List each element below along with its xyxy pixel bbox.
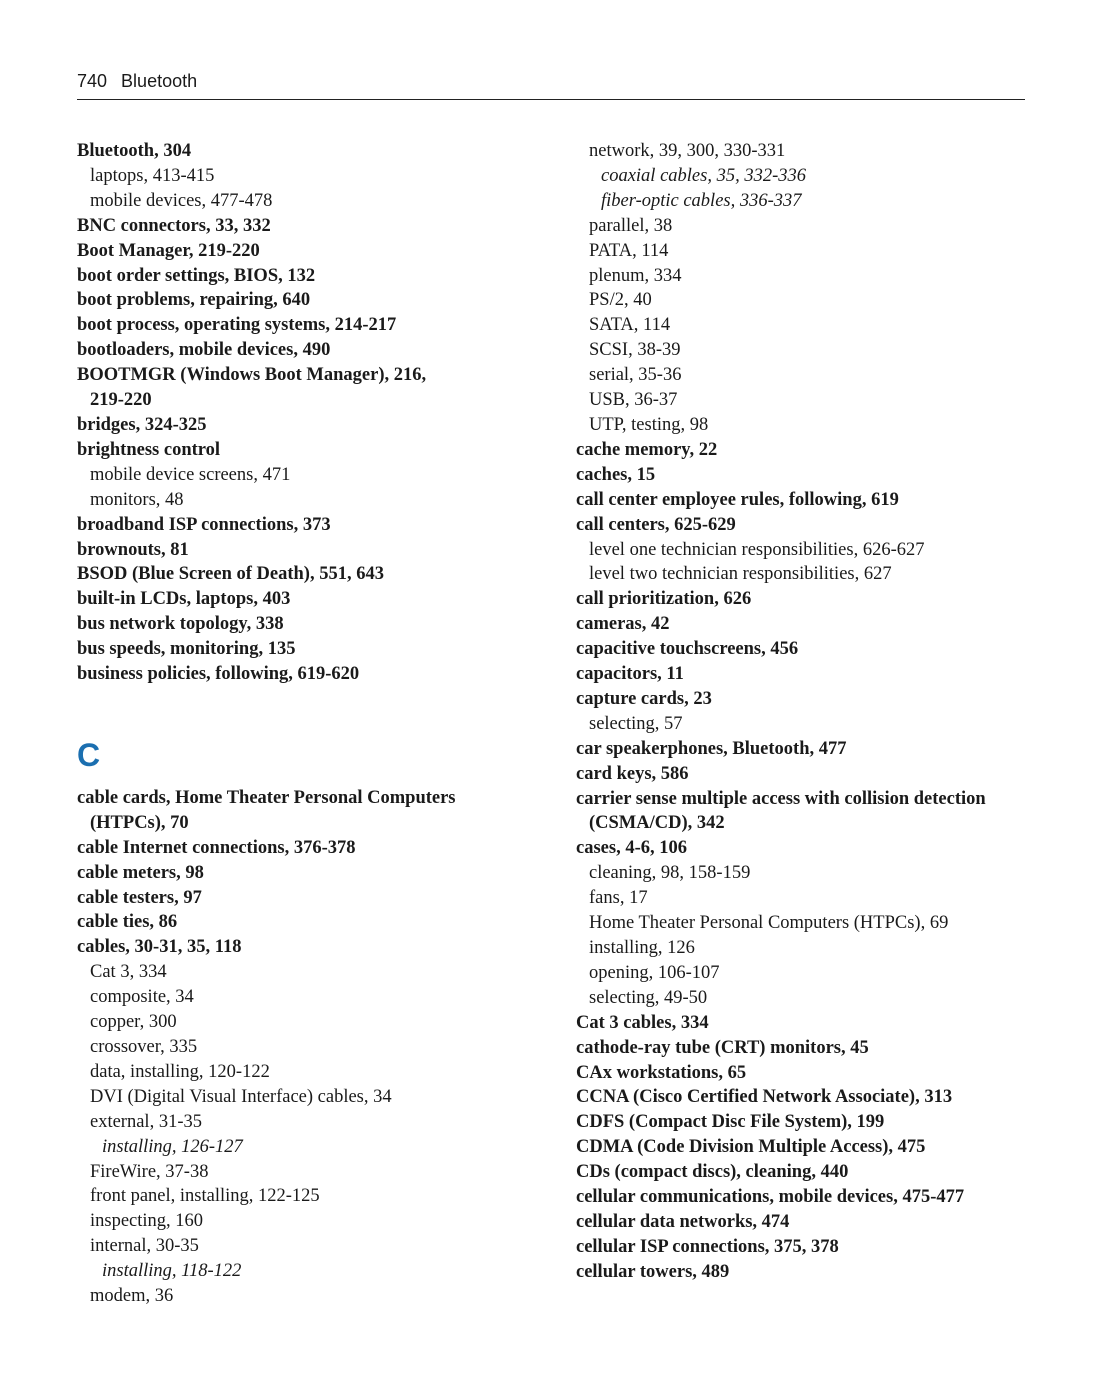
entry-text: cathode-ray tube (CRT) monitors, 45 (576, 1037, 869, 1058)
entry-text: boot problems, repairing, 640 (77, 290, 311, 311)
index-subsubentry (77, 1259, 517, 1284)
index-entry (77, 413, 517, 438)
entry-text: selecting, 49-50 (589, 987, 708, 1008)
index-entry (77, 363, 517, 413)
index-entry (77, 935, 517, 960)
entry-text: front panel, installing, 122-125 (90, 1186, 320, 1207)
index-subentry (576, 338, 1036, 363)
index-subentry (77, 1209, 517, 1234)
index-entry (77, 513, 517, 538)
index-subsubentry (576, 164, 1036, 189)
entry-text: cable ties, 86 (77, 912, 178, 933)
entry-text: CDs (compact discs), cleaning, 440 (576, 1162, 849, 1183)
index-entry (576, 1061, 1036, 1086)
index-entry (77, 139, 517, 164)
entry-text: data, installing, 120-122 (90, 1061, 270, 1082)
index-subentry (576, 139, 1036, 164)
entry-text: capacitive touchscreens, 456 (576, 639, 799, 660)
entry-text: CDFS (Compact Disc File System), 199 (576, 1112, 885, 1133)
index-entry (576, 438, 1036, 463)
entry-text: crossover, 335 (90, 1037, 198, 1057)
index-entry (77, 786, 517, 836)
entry-text: Cat 3 cables, 334 (576, 1012, 709, 1033)
entry-text: composite, 34 (90, 987, 194, 1008)
entry-text: cable meters, 98 (77, 862, 204, 883)
index-entry (576, 488, 1036, 513)
index-subentry (77, 488, 517, 513)
section-letter: C (77, 736, 101, 773)
entry-text: modem, 36 (90, 1286, 174, 1307)
index-subentry (77, 164, 517, 189)
entry-text: capture cards, 23 (576, 688, 712, 709)
index-entry (576, 787, 1036, 837)
index-entry (77, 313, 517, 338)
index-entry (77, 587, 517, 612)
entry-text: fans, 17 (589, 888, 648, 909)
entry-text: DVI (Digital Visual Interface) cables, 34 (90, 1086, 392, 1107)
index-subentry (576, 313, 1036, 338)
index-subentry (77, 985, 517, 1010)
index-entry (576, 1135, 1036, 1160)
index-entry (576, 1110, 1036, 1135)
index-entry (77, 562, 517, 587)
entry-text: Cat 3, 334 (90, 962, 167, 983)
index-entry (576, 737, 1036, 762)
index-entry (576, 762, 1036, 787)
index-subentry (77, 463, 517, 488)
index-entry (576, 637, 1036, 662)
index-subsubentry (77, 1135, 517, 1160)
entry-text: cable testers, 97 (77, 887, 202, 908)
index-subentry (77, 1060, 517, 1085)
index-subentry (576, 538, 1036, 563)
entry-text: Boot Manager, 219-220 (77, 240, 260, 261)
index-entry (77, 637, 517, 662)
entry-text: BNC connectors, 33, 332 (77, 215, 271, 236)
index-subentry (576, 886, 1036, 911)
index-entry (576, 1210, 1036, 1235)
index-entry (576, 1036, 1036, 1061)
entry-text: capacitors, 11 (576, 664, 684, 685)
running-title: Bluetooth (121, 71, 198, 91)
index-entry (77, 910, 517, 935)
index-entry (77, 861, 517, 886)
entry-text: call prioritization, 626 (576, 589, 752, 610)
entry-text: cables, 30-31, 35, 118 (77, 937, 242, 958)
entry-text: SCSI, 38-39 (589, 340, 681, 361)
index-entry (77, 239, 517, 264)
index-subentry (77, 1110, 517, 1135)
entry-text: business policies, following, 619-620 (77, 664, 360, 685)
entry-text: CDMA (Code Division Multiple Access), 475 (576, 1137, 926, 1158)
index-entry (576, 612, 1036, 637)
index-entry (576, 662, 1036, 687)
entry-text: Home Theater Personal Computers (HTPCs), 69 (589, 913, 949, 934)
entry-text: copper, 300 (90, 1012, 177, 1033)
entry-continuation: (HTPCs), 70 (90, 812, 189, 833)
index-subentry (576, 986, 1036, 1011)
index-subentry (77, 1184, 517, 1209)
entry-text: cleaning, 98, 158-159 (589, 863, 751, 884)
page-number: 740 (77, 71, 108, 91)
index-subentry (576, 214, 1036, 239)
entry-text: cellular data networks, 474 (576, 1211, 790, 1232)
entry-text: CAx workstations, 65 (576, 1062, 747, 1083)
index-entry (576, 1160, 1036, 1185)
index-subentry (576, 911, 1036, 936)
entry-text: bootloaders, mobile devices, 490 (77, 340, 331, 361)
index-entry (576, 687, 1036, 712)
index-subentry (576, 861, 1036, 886)
entry-text: boot order settings, BIOS, 132 (77, 265, 316, 286)
index-subentry (576, 961, 1036, 986)
entry-text: internal, 30-35 (90, 1236, 199, 1257)
entry-text: call center employee rules, following, 619 (576, 489, 899, 510)
index-column-right (576, 139, 1036, 1285)
entry-text: bus speeds, monitoring, 135 (77, 639, 296, 660)
index-entry (77, 264, 517, 289)
entry-text: carrier sense multiple access with collision detection (576, 788, 986, 809)
entry-text: laptops, 413-415 (90, 165, 215, 186)
index-subentry (77, 1234, 517, 1259)
index-subentry (77, 1085, 517, 1110)
entry-text: mobile devices, 477-478 (90, 190, 273, 211)
running-header (77, 71, 1025, 100)
entry-continuation: 219-220 (90, 390, 152, 411)
entry-text: external, 31-35 (90, 1111, 202, 1132)
index-entry (576, 836, 1036, 861)
index-entry (77, 438, 517, 463)
entry-text: parallel, 38 (589, 215, 673, 236)
index-entry (77, 538, 517, 563)
index-subentry (77, 1010, 517, 1035)
entry-text: PATA, 114 (589, 240, 669, 261)
entry-text: SATA, 114 (589, 315, 671, 336)
entry-text: cellular ISP connections, 375, 378 (576, 1236, 839, 1257)
index-subentry (576, 388, 1036, 413)
index-entry (77, 338, 517, 363)
entry-text: FireWire, 37-38 (90, 1161, 209, 1182)
index-column-left (77, 139, 517, 1309)
index-subentry (576, 413, 1036, 438)
entry-text: brownouts, 81 (77, 539, 189, 560)
entry-text: USB, 36-37 (589, 390, 678, 411)
index-subentry (576, 264, 1036, 289)
index-entry (576, 1185, 1036, 1210)
index-entry (576, 587, 1036, 612)
entry-text: mobile device screens, 471 (90, 464, 291, 485)
index-subentry (77, 1160, 517, 1185)
entry-text: brightness control (77, 439, 221, 460)
index-subentry (77, 1035, 517, 1060)
entry-text: cellular towers, 489 (576, 1261, 730, 1282)
entry-text: car speakerphones, Bluetooth, 477 (576, 738, 847, 759)
index-entry (576, 463, 1036, 488)
index-entry (77, 288, 517, 313)
entry-text: bus network topology, 338 (77, 614, 284, 635)
index-entry (576, 513, 1036, 538)
index-subentry (77, 960, 517, 985)
entry-text: installing, 118-122 (102, 1261, 242, 1282)
index-entry (77, 886, 517, 911)
entry-continuation: (CSMA/CD), 342 (589, 813, 725, 834)
index-subentry (576, 239, 1036, 264)
index-entries-c-continued (576, 139, 1036, 1285)
entry-text: network, 39, 300, 330-331 (589, 141, 786, 161)
entry-text: opening, 106-107 (589, 962, 720, 983)
entry-text: cable cards, Home Theater Personal Computers (77, 787, 456, 808)
entry-text: Bluetooth, 304 (77, 141, 192, 161)
entry-text: PS/2, 40 (589, 290, 652, 311)
entry-text: BOOTMGR (Windows Boot Manager), 216, (77, 365, 427, 386)
index-entries-c (77, 786, 517, 1309)
entry-text: cases, 4-6, 106 (576, 838, 687, 859)
index-entry (77, 214, 517, 239)
entry-text: installing, 126 (589, 938, 695, 958)
index-entry (576, 1235, 1036, 1260)
index-subentry (576, 288, 1036, 313)
entry-text: inspecting, 160 (90, 1211, 204, 1232)
entry-text: built-in LCDs, laptops, 403 (77, 589, 291, 610)
entry-text: plenum, 334 (589, 265, 682, 286)
entry-text: call centers, 625-629 (576, 514, 736, 535)
index-entry (576, 1260, 1036, 1285)
index-entry (77, 612, 517, 637)
index-entry (77, 662, 517, 687)
entry-text: BSOD (Blue Screen of Death), 551, 643 (77, 564, 384, 585)
index-subsubentry (576, 189, 1036, 214)
entry-text: cable Internet connections, 376-378 (77, 837, 356, 858)
entry-text: fiber-optic cables, 336-337 (601, 190, 802, 211)
index-subentry (77, 1284, 517, 1309)
entry-text: level one technician responsibilities, 626-627 (589, 539, 925, 560)
index-entry (77, 836, 517, 861)
index-entries-b (77, 139, 517, 687)
entry-text: caches, 15 (576, 464, 656, 485)
entry-text: broadband ISP connections, 373 (77, 514, 331, 535)
index-subentry (576, 936, 1036, 961)
entry-text: bridges, 324-325 (77, 414, 207, 435)
entry-text: UTP, testing, 98 (589, 414, 709, 435)
entry-text: card keys, 586 (576, 763, 689, 784)
entry-text: CCNA (Cisco Certified Network Associate), 313 (576, 1087, 953, 1108)
entry-text: cache memory, 22 (576, 439, 718, 460)
index-entry (576, 1011, 1036, 1036)
index-subentry (576, 363, 1036, 388)
entry-text: serial, 35-36 (589, 365, 682, 386)
entry-text: monitors, 48 (90, 489, 184, 510)
entry-text: installing, 126-127 (102, 1136, 243, 1157)
entry-text: coaxial cables, 35, 332-336 (601, 165, 806, 186)
index-subentry (576, 562, 1036, 587)
entry-text: cellular communications, mobile devices, 475-477 (576, 1187, 965, 1208)
index-subentry (576, 712, 1036, 737)
index-entry (576, 1085, 1036, 1110)
index-subentry (77, 189, 517, 214)
entry-text: level two technician responsibilities, 627 (589, 564, 892, 585)
entry-text: selecting, 57 (589, 713, 683, 734)
entry-text: boot process, operating systems, 214-217 (77, 315, 397, 336)
entry-text: cameras, 42 (576, 614, 670, 635)
